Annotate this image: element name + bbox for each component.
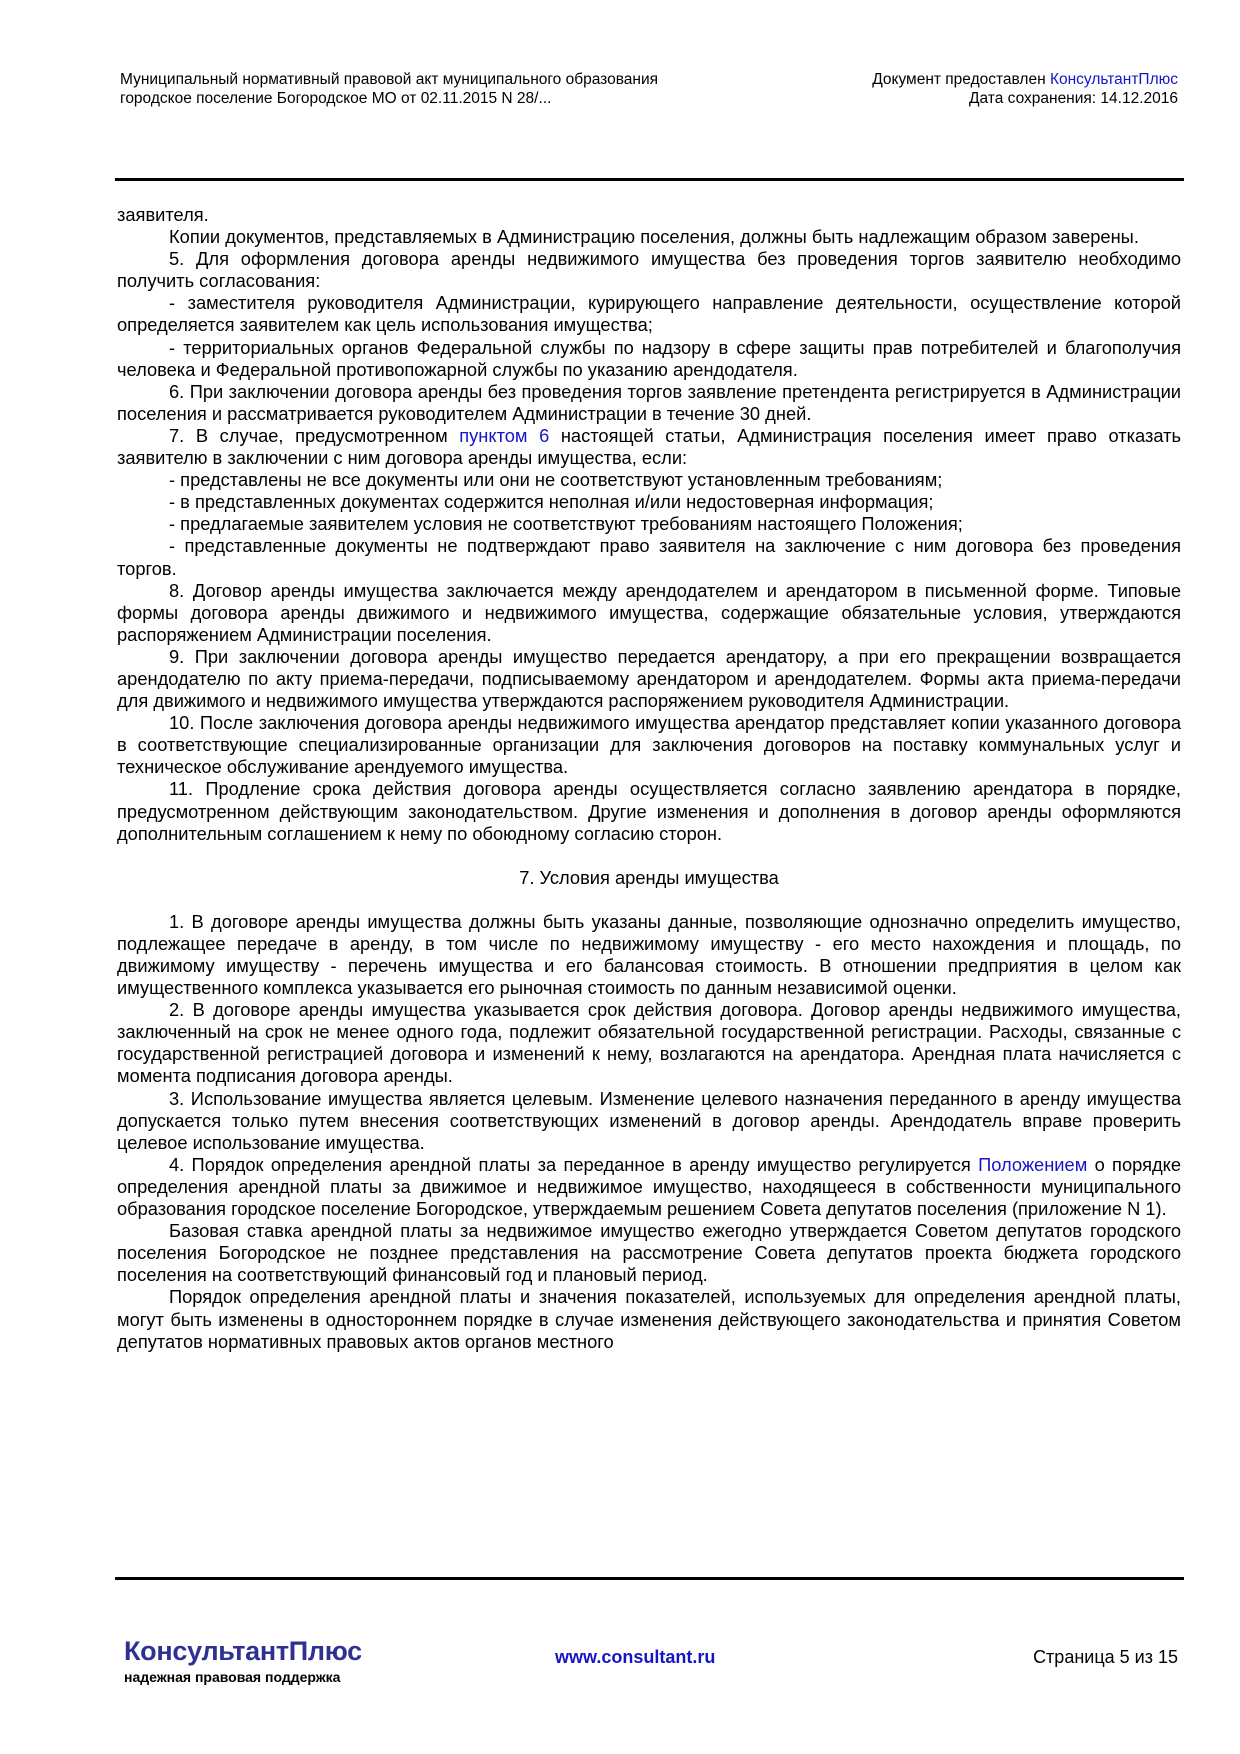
paragraph-item-5-a: - заместителя руководителя Администрации, курирующего направление деятельности, осуществление которой определяется заявителем как цель использования имущества;: [117, 292, 1181, 336]
paragraph-item-5-b: - территориальных органов Федеральной службы по надзору в сфере защиты прав потребителей и благополучия человека и Федеральной противопожарной службы по указанию арендодателя.: [117, 336, 1181, 380]
page-number: Страница 5 из 15: [1033, 1647, 1178, 1667]
footer-logo: [124, 1636, 362, 1686]
paragraph-item-7: [117, 425, 1181, 469]
footer-website-link[interactable]: www.consultant.ru: [555, 1647, 716, 1667]
logo-tagline: надежная правовая поддержка: [124, 1669, 341, 1685]
item-4-text-before: 4. Порядок определения арендной платы за переданное в аренду имущество регулируется: [169, 1153, 979, 1175]
consultantplus-logo: КонсультантПлюс: [124, 1636, 362, 1666]
footer-divider: [115, 1577, 1184, 1580]
paragraph-item-10: 10. После заключения договора аренды недвижимого имущества арендатор представляет копии указанного договора в соответствующие специализированные организации для заключения договоров на поставку коммунальных услуг и техническое обслуживание арендуемого имущества.: [117, 712, 1181, 778]
paragraph-item-7-c: - предлагаемые заявителем условия не соответствуют требованиям настоящего Положения;: [169, 513, 963, 535]
provider-brand-link[interactable]: КонсультантПлюс: [1049, 71, 1178, 88]
item-7-text-after: настоящей статьи, Администрация поселения имеет право отказать заявителю в заключении с ним договора аренды имущества, если:: [117, 424, 1181, 469]
section-7-base-rate: Базовая ставка арендной платы за недвижимое имущество ежегодно утверждается Советом депутатов городского поселения Богородское не позднее представления на рассмотрение Совета депутатов проекта бюджета городского поселения на соответствующий финансовый год и плановый период.: [117, 1220, 1181, 1286]
paragraph-item-11: 11. Продление срока действия договора аренды осуществляется согласно заявлению арендатора в порядке, предусмотренном действующим законодательством. Другие изменения и дополнения в договор аренды оформляются дополнительным соглашением к нему по обоюдному согласию сторон.: [117, 778, 1181, 844]
section-7-heading: 7. Условия аренды имущества: [519, 866, 779, 888]
paragraph-item-5: 5. Для оформления договора аренды недвижимого имущества без проведения торгов заявителю необходимо получить согласования:: [117, 248, 1181, 292]
header-title-line-1: Муниципальный нормативный правовой акт муниципального образования: [120, 71, 659, 88]
header-provided-by: [872, 70, 1178, 89]
section-7-item-1: 1. В договоре аренды имущества должны быть указаны данные, позволяющие однозначно определить имущество, подлежащее передаче в аренду, в том числе по недвижимому имуществу - его место нахождения и площадь, по движимому имуществу - перечень имущества и его балансовая стоимость. В отношении предприятия в целом как имущественного комплекса указывается его рыночная стоимость по данным независимой оценки.: [117, 910, 1181, 999]
paragraph-copies: Копии документов, представляемых в Администрацию поселения, должны быть надлежащим образом заверены.: [169, 226, 1139, 248]
paragraph-item-9: 9. При заключении договора аренды имущество передается арендатору, а при его прекращении возвращается арендодателю по акту приема-передачи, подписываемому арендатором и арендодателем. Формы акта приема-передачи для движимого и недвижимого имущества утверждаются распоряжением руководителя Администрации.: [117, 645, 1181, 712]
item-4-text-after: о порядке определения арендной платы за движимое и недвижимое имущество, находящееся в собственности муниципального образования городское поселение Богородское, утверждаемым решением Совета депутатов поселения (приложение N 1).: [117, 1153, 1182, 1220]
section-7-item-4: [117, 1154, 1181, 1220]
header-title-line-2: городское поселение Богородское МО от 02.11.2015 N 28/...: [120, 90, 552, 107]
header-save-date: Дата сохранения: 14.12.2016: [969, 90, 1178, 107]
section-7-item-2: 2. В договоре аренды имущества указывается срок действия договора. Договор аренды недвижимого имущества, заключенный на срок не менее одного года, подлежит обязательной государственной регистрации. Расходы, связанные с государственной регистрацией договора и изменений к нему, возлагаются на арендатора. Арендная плата начисляется с момента подписания договора аренды.: [117, 999, 1181, 1087]
provided-prefix: Документ предоставлен: [872, 71, 1050, 88]
paragraph-item-8: 8. Договор аренды имущества заключается между арендодателем и арендатором в письменной форме. Типовые формы договора аренды движимого и недвижимого имущества, содержащие обязательные условия, утверждаются распоряжением Администрации поселения.: [117, 579, 1181, 645]
document-body: [117, 204, 1181, 1353]
paragraph-continuation: заявителя.: [117, 204, 209, 225]
header-provider-info: [872, 70, 1178, 108]
paragraph-item-6: 6. При заключении договора аренды без проведения торгов заявление претендента регистрируется в Администрации поселения и рассматривается руководителем Администрации в течение 30 дней.: [117, 380, 1181, 424]
item-7-text-before: 7. В случае, предусмотренном: [169, 424, 460, 446]
link-polozhenie[interactable]: Положением: [978, 1153, 1088, 1175]
paragraph-item-7-a: - представлены не все документы или они не соответствуют установленным требованиям;: [169, 469, 943, 491]
section-7-rate-procedure: Порядок определения арендной платы и значения показателей, используемых для определения арендной платы, могут быть изменены в одностороннем порядке в случае изменения действующего законодательства и принятия Советом депутатов нормативных правовых актов органов местного: [117, 1286, 1181, 1352]
link-punkt-6[interactable]: пунктом 6: [459, 424, 550, 446]
header-document-title: [120, 70, 658, 108]
header-divider: [115, 178, 1184, 181]
paragraph-item-7-b: - в представленных документах содержится неполная и/или недостоверная информация;: [169, 491, 934, 513]
section-7-item-3: 3. Использование имущества является целевым. Изменение целевого назначения переданного в аренду имущества допускается только путем внесения соответствующих изменений в договор аренды. Арендодатель вправе проверить целевое использование имущества.: [117, 1087, 1181, 1153]
paragraph-item-7-d: - представленные документы не подтверждают право заявителя на заключение с ним договора без проведения торгов.: [117, 535, 1181, 579]
